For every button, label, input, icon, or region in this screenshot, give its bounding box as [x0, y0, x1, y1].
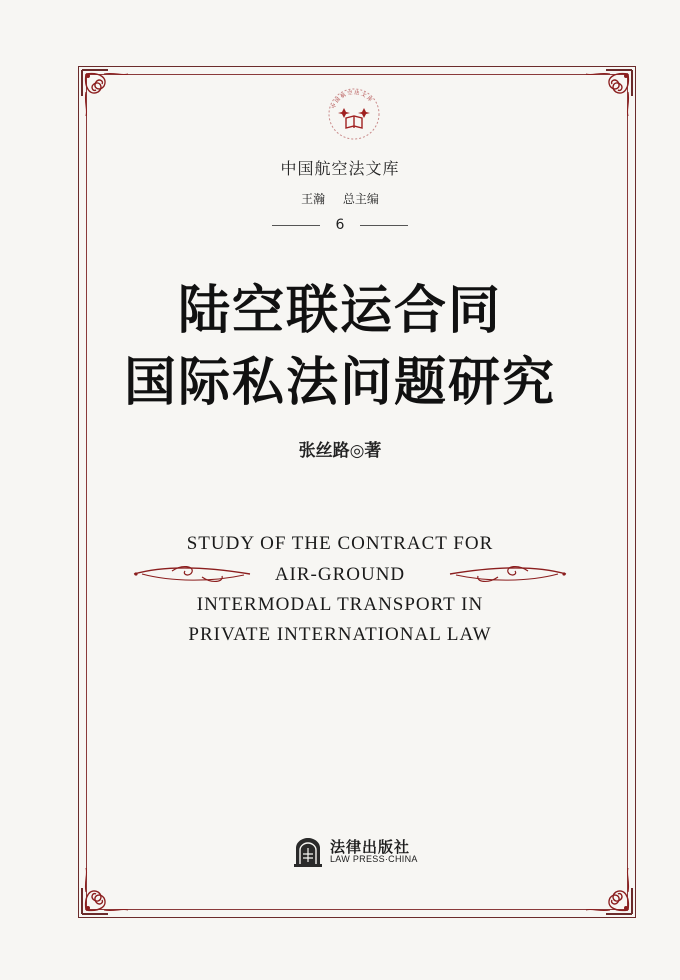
english-title-line-1: STUDY OF THE CONTRACT FOR [186, 533, 494, 554]
volume-number: 6 [335, 217, 345, 233]
publisher [290, 832, 418, 872]
series-seal-icon [326, 86, 382, 142]
chinese-title-line-2: 国际私法问题研究 [123, 353, 556, 413]
publisher-name-en: LAW PRESS·CHINA [330, 854, 418, 865]
series-name: 中国航空法文库 [280, 159, 400, 178]
english-title-line-3: INTERMODAL TRANSPORT IN [196, 594, 484, 615]
corner-ornament-top-left [78, 66, 142, 130]
publisher-name-cn: 法律出版社 [330, 837, 411, 856]
flourish-right-icon [448, 562, 568, 586]
divider-left [272, 225, 320, 226]
english-title-line-4: PRIVATE INTERNATIONAL LAW [188, 624, 492, 645]
corner-ornament-top-right [572, 66, 636, 130]
corner-ornament-bottom-right [572, 854, 636, 918]
author: 张丝路◎著 [298, 441, 382, 461]
editor-role: 总主编 [342, 192, 379, 206]
chinese-title-line-1: 陆空联运合同 [177, 281, 502, 341]
divider-right [360, 225, 408, 226]
svg-text:中 国 航 空 法 文 库: 中 国 航 空 法 文 库 [330, 89, 374, 110]
corner-ornament-bottom-left [78, 854, 142, 918]
editor-name: 王瀚 [301, 192, 326, 206]
volume-number-row [0, 214, 680, 236]
english-title-line-2: AIR-GROUND [274, 564, 406, 585]
publisher-logo-icon [290, 834, 326, 870]
chief-editor [0, 190, 680, 207]
flourish-left-icon [132, 562, 252, 586]
